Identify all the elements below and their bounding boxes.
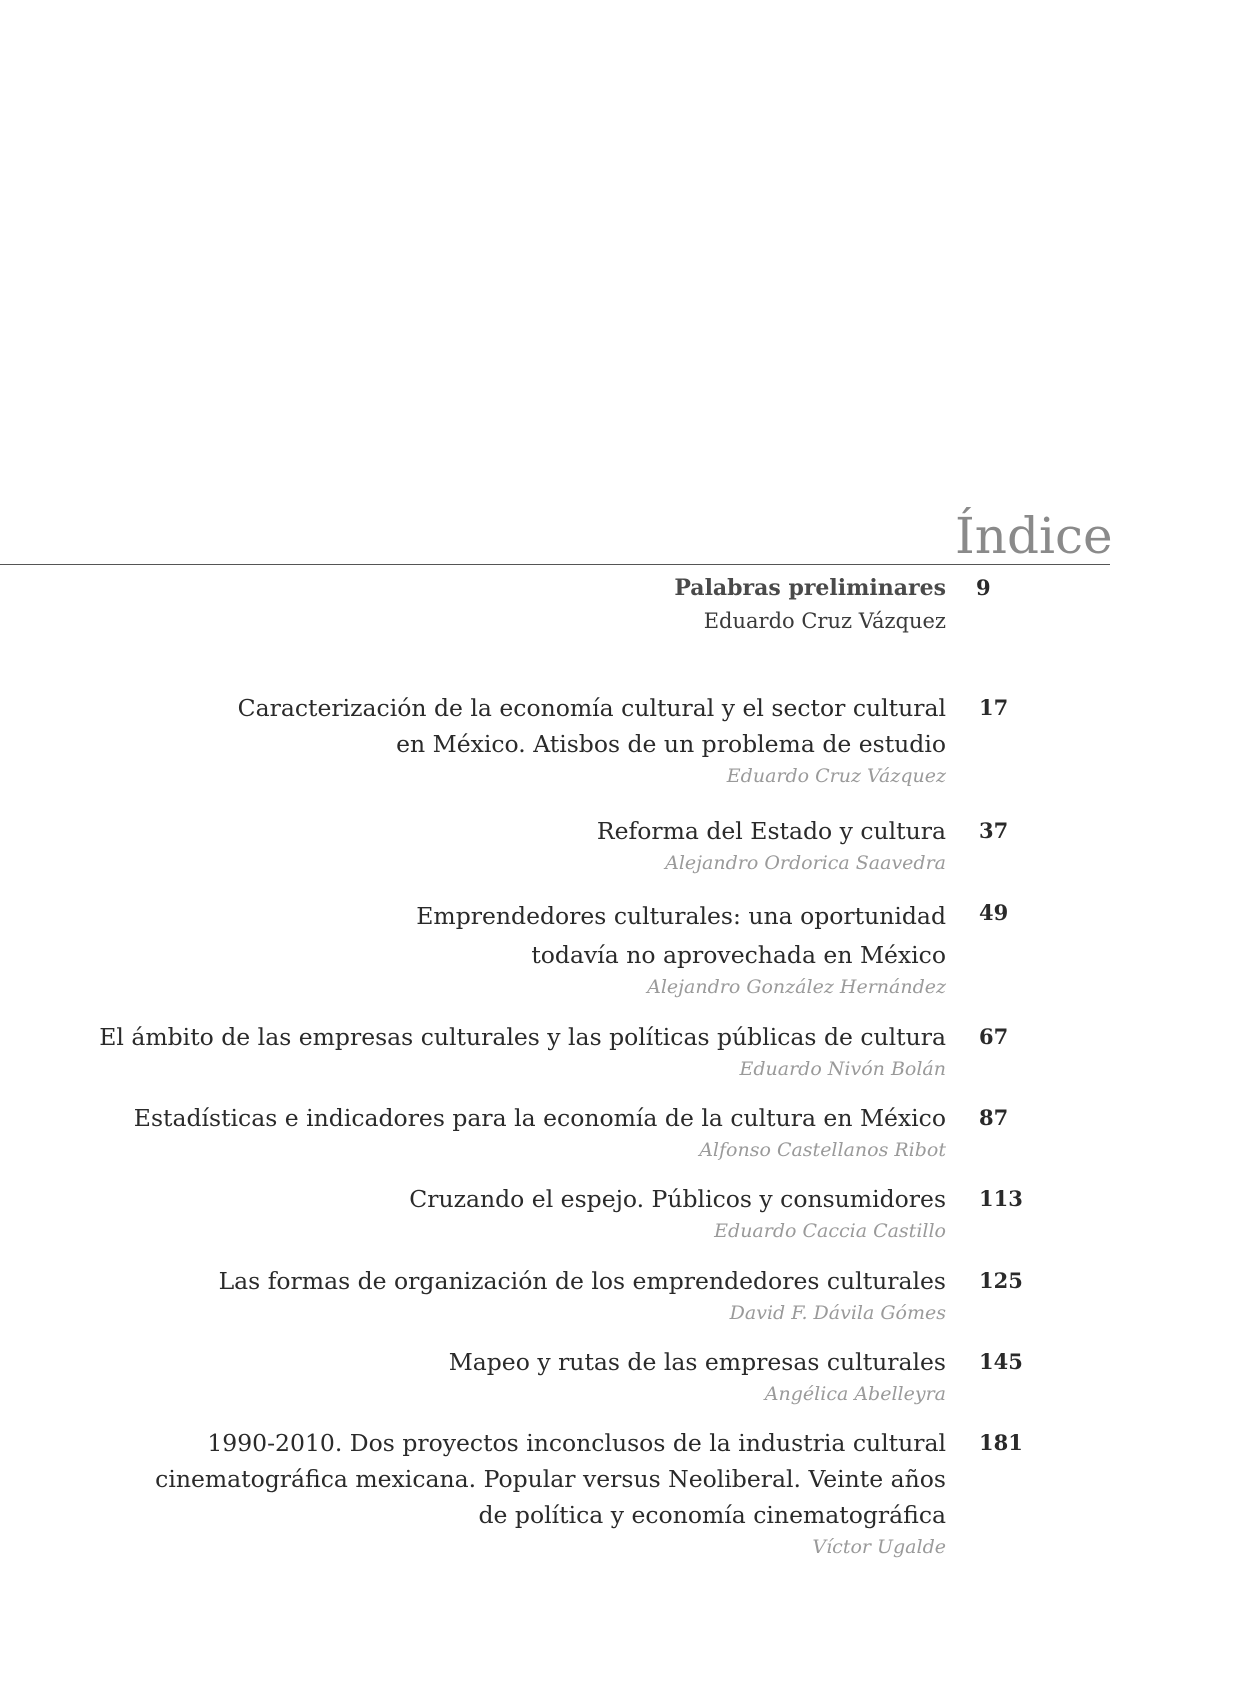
toc-entry-title-block: [155, 1425, 946, 1561]
toc-entry-page: 49: [979, 900, 1009, 925]
toc-entry-page: 17: [979, 695, 1009, 720]
toc-entry-author: Eduardo Cruz Vázquez: [726, 765, 946, 787]
toc-entry-author: Eduardo Caccia Castillo: [714, 1220, 946, 1242]
toc-entry-title-line: Mapeo y rutas de las empresas culturales: [448, 1348, 946, 1376]
toc-entry-page: 125: [979, 1268, 1023, 1293]
toc-entry-title: Palabras preliminares: [674, 575, 946, 601]
toc-entry-title-line: Estadísticas e indicadores para la economía de la cultura en México: [133, 1104, 946, 1132]
toc-entry-title-line: Reforma del Estado y cultura: [596, 817, 946, 845]
toc-entry-title-line: Emprendedores culturales: una oportunidad: [416, 902, 946, 930]
toc-entry-page: 113: [979, 1186, 1023, 1211]
toc-entry-page: 37: [979, 818, 1009, 843]
toc-entry-title-block: [99, 1019, 946, 1083]
toc-entry-title-block: [674, 570, 946, 636]
toc-entry-title-line: 1990-2010. Dos proyectos inconclusos de la industria cultural: [207, 1429, 946, 1457]
toc-entry-title-block: [449, 1344, 946, 1408]
toc-entry-title-block: [416, 895, 946, 1001]
toc-entry-title-line: El ámbito de las empresas culturales y las políticas públicas de cultura: [99, 1023, 946, 1051]
toc-entry-title-block: [409, 1181, 946, 1245]
toc-entry-page: 181: [979, 1430, 1023, 1455]
toc-entry-title-block: [134, 1100, 946, 1164]
toc-entry-title-line: Caracterización de la economía cultural y el sector cultural: [237, 694, 946, 722]
toc-entry-title-line: en México. Atisbos de un problema de estudio: [396, 730, 946, 758]
toc-entry-title-block: [219, 1263, 946, 1327]
toc-entry-title-block: [238, 690, 946, 790]
toc-entry-title-line: todavía no aprovechada en México: [531, 941, 946, 969]
page-title: Índice: [955, 507, 1113, 565]
toc-entry-author: Alejandro González Hernández: [647, 976, 946, 998]
toc-entry-title-line: de política y economía cinematográfica: [478, 1501, 946, 1529]
toc-entry-author: Alfonso Castellanos Ribot: [699, 1139, 946, 1161]
toc-entry-page: 87: [979, 1105, 1009, 1130]
toc-entry-author: Angélica Abelleyra: [764, 1383, 946, 1405]
toc-entry-title-line: Cruzando el espejo. Públicos y consumidores: [409, 1185, 946, 1213]
title-rule: [0, 564, 1110, 565]
toc-entry-title-line: cinematográfica mexicana. Popular versus Neoliberal. Veinte años: [155, 1465, 946, 1493]
toc-entry-author: Eduardo Nivón Bolán: [739, 1058, 946, 1080]
toc-entry-page: 145: [979, 1349, 1023, 1374]
toc-entry-author: Víctor Ugalde: [812, 1536, 946, 1558]
toc-entry-page: 67: [979, 1024, 1009, 1049]
toc-entry-page: 9: [976, 575, 991, 600]
toc-entry-title-line: Las formas de organización de los emprendedores culturales: [218, 1267, 946, 1295]
toc-entry-title-block: [597, 813, 946, 877]
toc-entry-author: Alejandro Ordorica Saavedra: [665, 852, 946, 874]
toc-entry-author: David F. Dávila Gómes: [729, 1302, 946, 1324]
toc-entry-author: Eduardo Cruz Vázquez: [703, 609, 946, 633]
